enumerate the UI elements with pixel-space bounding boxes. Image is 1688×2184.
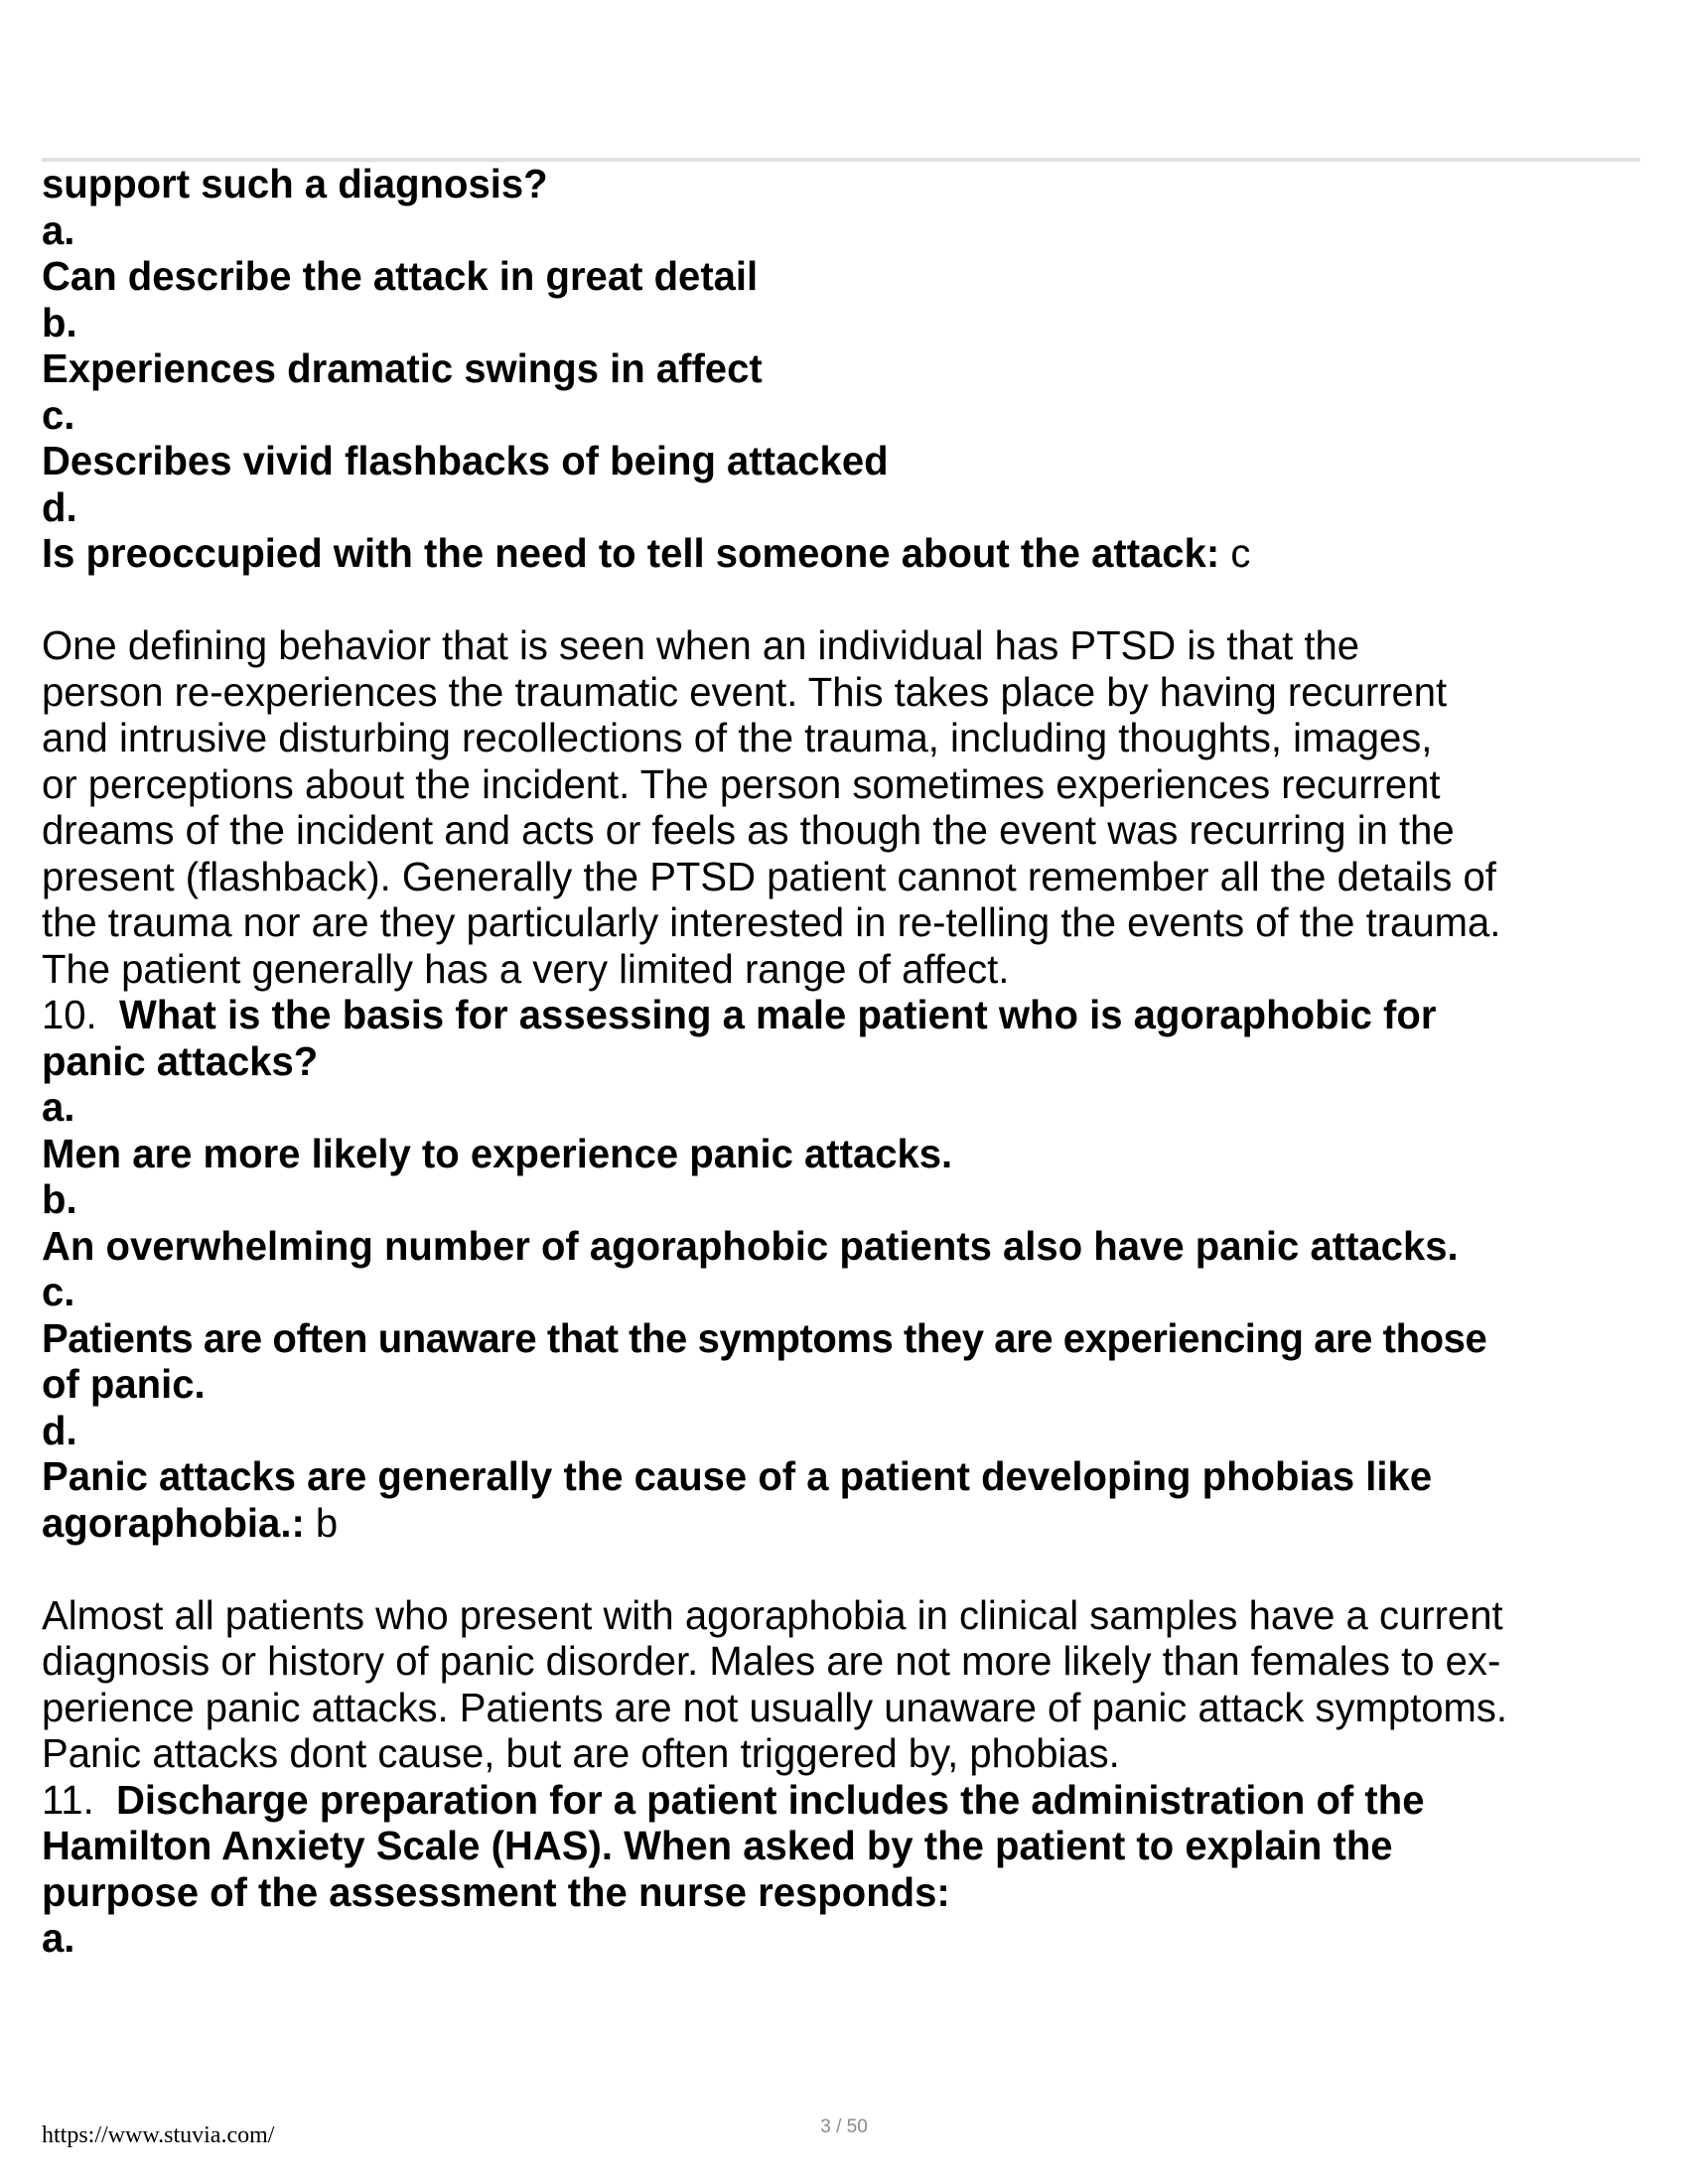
q10-option-d-letter: d. <box>42 1407 77 1453</box>
q11-option-a-letter: a. <box>42 1915 75 1961</box>
q9-option-b-letter: b. <box>42 299 77 345</box>
q9-option-c-letter: c. <box>42 391 75 438</box>
q9-explanation <box>42 622 1660 992</box>
q10-option-b-letter: b. <box>42 1176 77 1222</box>
spacer <box>42 577 1660 623</box>
q9-explanation-line: dreams of the incident and acts or feels as though the event was recurring in the <box>42 807 1455 853</box>
q10-explanation-line: perience panic attacks. Patients are not usually unaware of panic attack symptoms. <box>42 1684 1508 1730</box>
q9-explanation-line: One defining behavior that is seen when an individual has PTSD is that the <box>42 622 1360 668</box>
q10-stem-cont: panic attacks? <box>42 1037 319 1084</box>
q11-number: 11. <box>42 1776 94 1823</box>
q10-number: 10. <box>42 992 97 1037</box>
page-content <box>42 161 1660 1962</box>
q9-explanation-line: and intrusive disturbing recollections of the trauma, including thoughts, images, <box>42 715 1433 760</box>
q11-stem-cont: purpose of the assessment the nurse responds: <box>42 1868 950 1915</box>
q10-option-d-text: Panic attacks are generally the cause of a patient developing phobias like <box>42 1453 1433 1499</box>
q9-option-a-text: Can describe the attack in great detail <box>42 253 759 299</box>
q9-option-d-text: Is preoccupied with the need to tell someone about the attack: <box>42 530 1220 576</box>
q11-stem: Discharge preparation for a patient includes the administration of the <box>115 1776 1425 1823</box>
q9-option-a-letter: a. <box>42 206 75 253</box>
q11-stem-line <box>42 1777 1642 1824</box>
q10-option-c-text-cont: of panic. <box>42 1361 206 1407</box>
page-number: 3 / 50 <box>820 2116 868 2137</box>
q9-stem-end: support such a diagnosis? <box>42 161 548 206</box>
q10-explanation-line: Panic attacks dont cause, but are often triggered by, phobias. <box>42 1730 1120 1776</box>
q10-answer: b <box>304 1499 339 1546</box>
q10-option-c-letter: c. <box>42 1269 75 1314</box>
q10-option-c-text: Patients are often unaware that the symptoms they are experiencing are those <box>42 1314 1487 1361</box>
q11-stem-cont: Hamilton Anxiety Scale (HAS). When asked by the patient to explain the <box>42 1823 1393 1868</box>
q9-explanation-line: person re-experiences the traumatic event. This takes place by having recurrent <box>42 668 1448 715</box>
q10-option-b-text: An overwhelming number of agoraphobic patients also have panic attacks. <box>42 1222 1459 1269</box>
q10-stem-line <box>42 992 1642 1038</box>
q9-option-c-text: Describes vivid flashbacks of being attacked <box>42 438 889 483</box>
q9-explanation-line: the trauma nor are they particularly interested in re-telling the events of the trauma. <box>42 899 1501 945</box>
q10-option-a-text: Men are more likely to experience panic attacks. <box>42 1130 953 1176</box>
q9-option-b-text: Experiences dramatic swings in affect <box>42 345 763 391</box>
q10-stem: What is the basis for assessing a male patient who is agoraphobic for <box>118 992 1437 1037</box>
footer-url-link[interactable]: https://www.stuvia.com/ <box>42 2122 275 2148</box>
q10-option-d-text-cont: agoraphobia.: <box>42 1499 305 1546</box>
q9-answer: c <box>1219 530 1251 576</box>
q10-explanation-line: Almost all patients who present with agoraphobia in clinical samples have a current <box>42 1591 1503 1638</box>
q10-option-d-line <box>42 1500 1642 1547</box>
q9-explanation-line: present (flashback). Generally the PTSD patient cannot remember all the details of <box>42 853 1496 899</box>
q9-explanation-line: The patient generally has a very limited range of affect. <box>42 945 1010 992</box>
q10-option-a-letter: a. <box>42 1084 75 1130</box>
q10-explanation <box>42 1592 1660 1777</box>
q9-option-d-line <box>42 530 1642 577</box>
spacer <box>42 1546 1660 1592</box>
q10-explanation-line: diagnosis or history of panic disorder. Males are not more likely than females to ex- <box>42 1638 1501 1684</box>
q9-explanation-line: or perceptions about the incident. The person sometimes experiences recurrent <box>42 760 1441 807</box>
q9-option-d-letter: d. <box>42 483 77 530</box>
